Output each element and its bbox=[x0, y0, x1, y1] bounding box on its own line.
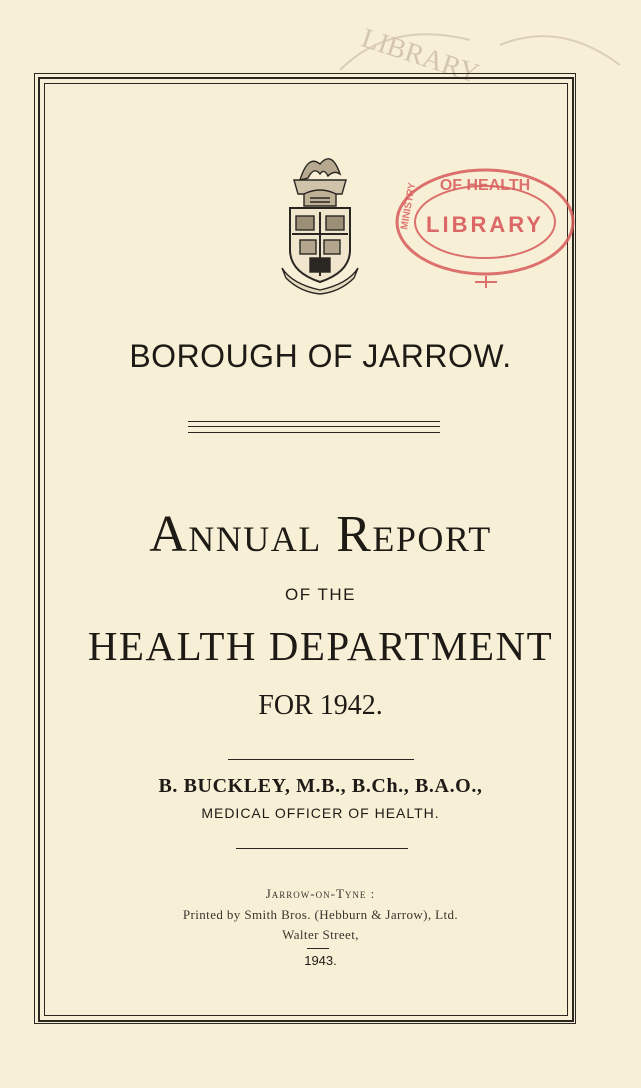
department-title: HEALTH DEPARTMENT bbox=[87, 623, 554, 669]
svg-text:LIBRARY: LIBRARY bbox=[357, 22, 483, 90]
borough-heading: BOROUGH OF JARROW. bbox=[129, 338, 512, 374]
imprint-year: 1943. bbox=[304, 953, 337, 968]
imprint-place: Jarrow-on-Tyne : bbox=[265, 886, 376, 901]
report-title: Annual Report bbox=[149, 506, 492, 563]
double-rule-divider bbox=[188, 421, 440, 433]
library-stamp-icon bbox=[385, 160, 580, 295]
report-year: FOR 1942. bbox=[258, 690, 383, 721]
author-title: MEDICAL OFFICER OF HEALTH. bbox=[201, 805, 440, 821]
imprint-printer: Printed by Smith Bros. (Hebburn & Jarrow), Ltd. bbox=[182, 907, 459, 922]
author-name: B. BUCKLEY, M.B., B.Ch., B.A.O., bbox=[158, 775, 483, 797]
coat-of-arms-icon bbox=[280, 150, 360, 296]
imprint-street: Walter Street, bbox=[282, 927, 359, 942]
svg-text:LIBRARY: LIBRARY bbox=[426, 212, 544, 237]
svg-text:OF HEALTH: OF HEALTH bbox=[439, 177, 531, 194]
report-title-connector: OF THE bbox=[284, 585, 357, 604]
divider-rule bbox=[236, 848, 408, 849]
svg-text:MINISTRY: MINISTRY bbox=[399, 181, 419, 231]
divider-rule bbox=[228, 759, 414, 760]
short-divider-rule bbox=[307, 948, 329, 949]
